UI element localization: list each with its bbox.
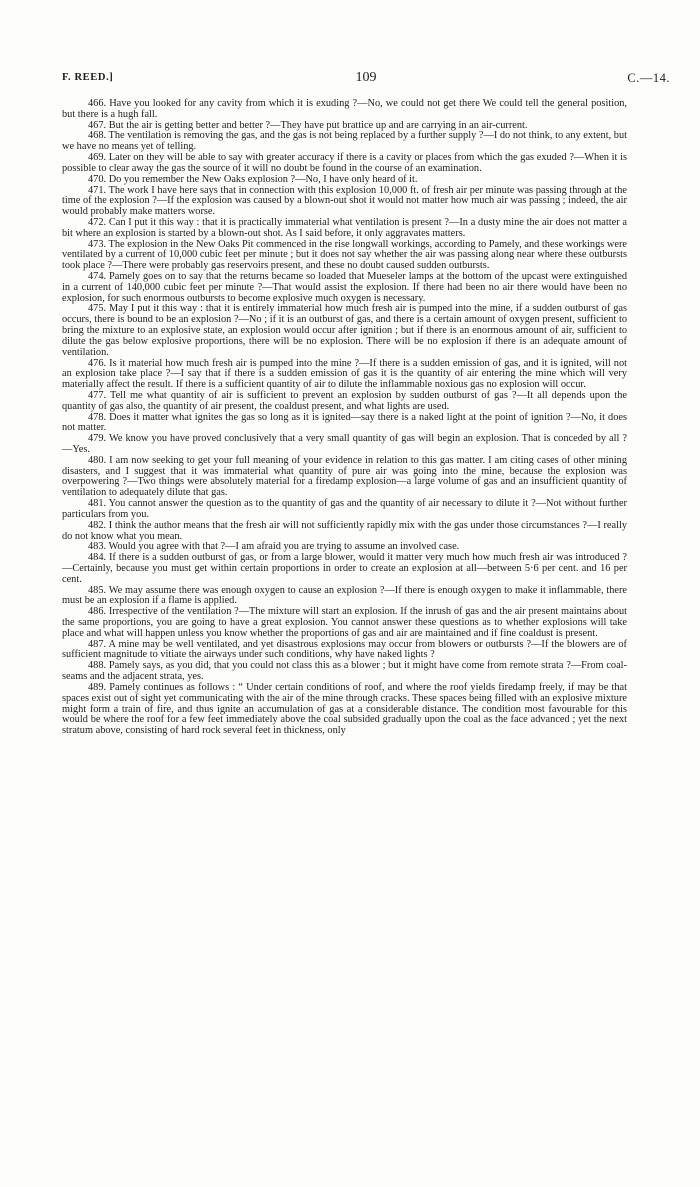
paragraph-487: 487. A mine may be well ventilated, and yet disastrous explosions may occur from blowers or outbursts ?—If the blowers are of sufficient magnitude to vitiate the airways under such conditions, why have naked lights ? [62, 638, 627, 661]
paragraph-469: 469. Later on they will be able to say with greater accuracy if there is a cavity or places from which the gas exuded ?—When it is possible to clear away the gas the source of it will no doubt be found in the course of an examination. [62, 152, 627, 174]
paragraph-485: 485. We may assume there was enough oxygen to cause an explosion ?—If there is enough oxygen to make it inflammable, there must be an explosion if a flame is applied. [62, 584, 627, 607]
paragraph-466: 466. Have you looked for any cavity from which it is exuding ?—No, we could not get there We could tell the general position, but there is a hugh fall. [62, 98, 627, 120]
paragraph-486: 486. Irrespective of the ventilation ?—The mixture will start an explosion. If the inrush of gas and the air present maintains about the same proportions, you are going to have a great explosion. You cannot answer these questions as to whether explosions will take place and what will happen unless you know whether the proportions of gas and air are maintained and if fine coaldust is present. [62, 606, 627, 639]
paragraph-478: 478. Does it matter what ignites the gas so long as it is ignited—say there is a naked light at the point of ignition ?—No, it does not matter. [62, 411, 627, 434]
paragraph-472: 472. Can I put it this way : that it is practically immaterial what ventilation is present ?—In a dusty mine the air does not matter a bit where an explosion is started by a blown-out shot. As I said before, it only aggravates matters. [62, 216, 627, 239]
document-reference: C.—14. [627, 71, 670, 85]
paragraph-468: 468. The ventilation is removing the gas, and the gas is not being replaced by a further supply ?—I do not think, to any extent, but we have no means yet of telling. [62, 130, 627, 153]
paragraph-474: 474. Pamely goes on to say that the returns became so loaded that Mueseler lamps at the bottom of the upcast were extinguished in a current of 140,000 cubic feet per minute ?—That would assist the explosion. If there had been no air there would have been no explosion, for such enormous outbursts to become explosive much oxygen is necessary. [62, 271, 627, 304]
paragraph-471: 471. The work I have here says that in connection with this explosion 10,000 ft. of fresh air per minute was passing through at the time of the explosion ?—If the explosion was caused by a blown-out shot it would not matter how much air was passing ; indeed, the air would probably make matters worse. [62, 184, 627, 218]
paragraph-473: 473. The explosion in the New Oaks Pit commenced in the rise longwall workings, according to Pamely, and these workings were ventilated by a current of 10,000 cubic feet per minute ; but it does not say whether the air was passing along near where these outbursts took place ?—There were probably gas reservoirs present, and these no doubt caused sudden outbursts. [62, 238, 627, 272]
paragraph-467: 467. But the air is getting better and better ?—They have put brattice up and are carrying in an air-current. [88, 119, 528, 131]
paragraph-477: 477. Tell me what quantity of air is sufficient to prevent an explosion by sudden outburst of gas ?—It all depends upon the quantity of gas also, the quantity of air present, the coaldust present, and what lights are used. [62, 389, 627, 412]
paragraph-484: 484. If there is a sudden outburst of gas, or from a large blower, would it matter very much how much fresh air was introduced ?—Certainly, because you must get within certain proportions in order to create an explosion at all—between 5·6 per cent. and 16 per cent. [62, 552, 627, 585]
paragraph-476: 476. Is it material how much fresh air is pumped into the mine ?—If there is a sudden emission of gas, and it is ignited, will not an explosion take place ?—I say that if there is a sudden emission of gas it is the quantity of air entering the mine which will very materially affect the result. If there is a sufficient quantity of air to dilute the inflammable noxious gas no explosion will occur. [62, 357, 627, 391]
paragraph-482: 482. I think the author means that the fresh air will not sufficiently rapidly mix with the gas under those circumstances ?—I really do not know what you mean. [62, 519, 627, 542]
paragraph-488: 488. Pamely says, as you did, that you could not class this as a blower ; but it might have come from remote strata ?—From coal-seams and the adjacent strata, yes. [62, 660, 627, 683]
paragraph-481: 481. You cannot answer the question as to the quantity of gas and the quantity of air necessary to dilute it ?—Not without further particulars from you. [62, 498, 627, 520]
page-body [62, 99, 627, 737]
paragraph-475: 475. May I put it this way : that it is entirely immaterial how much fresh air is pumped into the mine, if a sudden outburst of gas occurs, there is bound to be an explosion ?—No ; if it is an outburst of gas, and there is a certain amount of oxygen present, sufficient to bring the mixture to an explosive state, an explosion would occur after ignition ; but if there is an enormous amount of air, sufficient to dilute the gas below explosive proportions, there will be no explosion. There will be no explosion if there is an adequate amount of ventilation. [62, 303, 627, 358]
paragraph-479: 479. We know you have proved conclusively that a very small quantity of gas will begin an explosion. That is conceded by all ?—Yes. [62, 433, 627, 455]
paragraph-470: 470. Do you remember the New Oaks explosion ?—No, I have only heard of it. [88, 173, 418, 185]
paragraph-483: 483. Would you agree with that ?—I am afraid you are trying to assume an involved case. [88, 541, 460, 553]
paragraph-489: 489. Pamely continues as follows : “ Under certain conditions of roof, and where the roof yields firedamp freely, if may be that spaces exist out of sight yet communicating with the air of the mine through cracks. These spaces being filled with an explosive mixture might form a train of fire, and thus ignite an accumulation of gas at a considerable distance. The condition most favourable for this would be where the roof for a few feet immediately above the coal subsided gradually upon the coal as the face advanced ; yet the next stratum above, consisting of hard rock several feet in thickness, only [62, 681, 627, 737]
witness-name: F. REED.] [62, 72, 114, 83]
paragraph-480: 480. I am now seeking to get your full meaning of your evidence in relation to this gas matter. I am citing cases of other mining disasters, and I suggest that it was immaterial what quantity of pure air was going into the mine, because the explosion was overpowering ?—Two things were absolutely material for a firedamp explosion—a large volume of gas and an insufficient quantity of ventilation to adequately dilute that gas. [62, 454, 627, 499]
page-number: 109 [355, 70, 377, 85]
page-header [62, 70, 670, 88]
